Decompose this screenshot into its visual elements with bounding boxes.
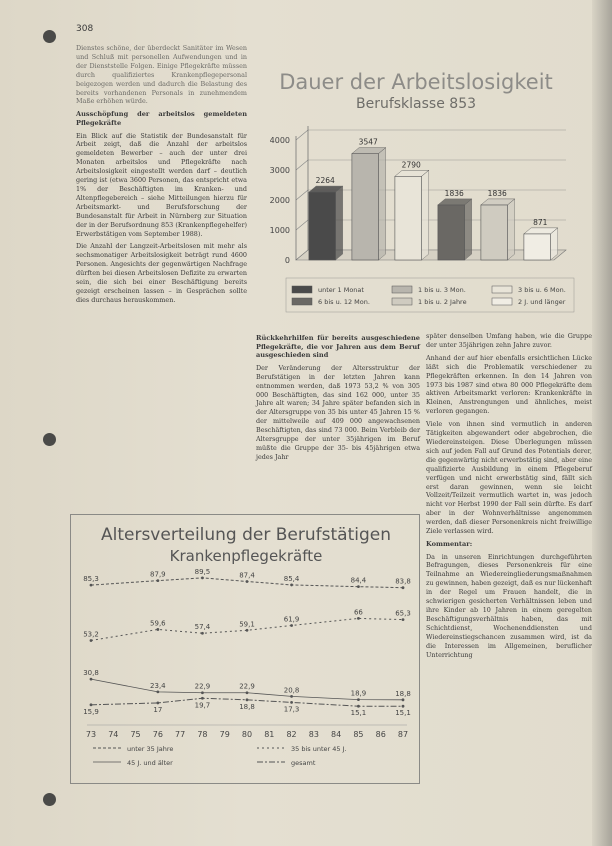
data-label: 18,8 [395, 689, 411, 698]
bar [524, 234, 551, 260]
y-tick-label: 1000 [269, 226, 290, 235]
data-point [90, 584, 93, 587]
text-column-right [426, 332, 592, 663]
data-label: 84,4 [350, 576, 367, 585]
data-point [90, 678, 93, 681]
legend-swatch [392, 286, 412, 293]
section-heading: Kommentar: [426, 539, 473, 548]
legend-swatch [292, 298, 312, 305]
data-point [246, 691, 249, 694]
chart1-plot [256, 64, 576, 324]
x-tick-label: 87 [397, 730, 409, 739]
data-point [156, 579, 159, 582]
data-label: 85,3 [83, 575, 99, 584]
text-column-left [76, 44, 247, 309]
data-label: 17 [153, 705, 163, 714]
gridline [296, 160, 308, 170]
bar [309, 192, 336, 260]
data-label: 89,5 [194, 567, 211, 576]
legend-label: unter 1 Monat [318, 286, 364, 294]
legend-label: 35 bis unter 45 J. [291, 745, 347, 753]
legend-label: 6 bis u. 12 Mon. [318, 298, 370, 306]
chart-title: Dauer der Arbeitslosigkeit [279, 70, 553, 94]
gridline [296, 220, 308, 230]
data-point [290, 695, 293, 698]
text-column-middle [256, 332, 420, 466]
data-point [402, 586, 405, 589]
binder-hole [43, 30, 56, 43]
data-label: 22,9 [239, 682, 255, 691]
data-point [201, 691, 204, 694]
legend-swatch [492, 298, 512, 305]
data-label: 23,4 [150, 681, 166, 690]
y-tick-label: 2000 [269, 196, 290, 205]
data-label: 30,8 [83, 669, 99, 678]
bar-side [336, 186, 343, 260]
data-point [357, 617, 360, 620]
data-label: 1836 [444, 188, 464, 198]
paragraph: Die Anzahl der Langzeit-Arbeitslosen mit mehr als sechsmonatiger Arbeitslosigkeit beträgt rund 4600 Personen. Angesichts der gegenwärtigen Nachfrage dürften bei diesen Arbeitslosen Defizite zu erwarten sein, die sich bei einer Beschäftigung bereits gezeigt erscheinen lassen – in Gesprächen sollte dies durchaus herauskommen. [76, 242, 247, 304]
data-label: 3547 [358, 137, 378, 147]
age-distribution-chart [70, 514, 420, 784]
binder-hole [43, 433, 56, 446]
x-tick-label: 86 [375, 730, 386, 739]
data-point [156, 690, 159, 693]
data-label: 87,4 [239, 571, 255, 580]
x-tick-label: 83 [308, 730, 319, 739]
data-point [357, 585, 360, 588]
x-tick-label: 82 [286, 730, 297, 739]
data-label: 66 [353, 608, 363, 617]
x-tick-label: 75 [130, 730, 141, 739]
bar-side [465, 199, 472, 260]
legend-label: 1 bis u. 3 Mon. [418, 286, 466, 294]
legend-label: unter 35 Jahre [127, 745, 174, 753]
legend-swatch [292, 286, 312, 293]
data-point [156, 628, 159, 631]
data-point [201, 632, 204, 635]
data-point [201, 697, 204, 700]
x-tick-label: 81 [264, 730, 275, 739]
legend-label: 2 J. und länger [518, 298, 566, 306]
data-label: 59,1 [239, 620, 255, 629]
data-label: 87,9 [150, 570, 166, 579]
bar [395, 176, 422, 260]
data-point [246, 629, 249, 632]
data-label: 15,1 [395, 709, 411, 718]
paragraph: Der Veränderung der Altersstruktur der Berufstätigen in der letzten Jahren kann entnommen werden, daß 1973 53,2 % von 305 000 Beschäftigten, das sind 162 000, unter 35 Jahre alt waren; 34 Jahre später befanden sich in der Altersgruppe von 35 bis unter 45 Jahren 15 % der mittelweile auf 409 000 angewachsenen Beschäftigten, das sind 73 000. Beim Verbleib der Altersgruppe der unter 35jährigen im Beruf müßte die Gruppe der 35- bis 45jährigen etwa jedes Jahr [256, 363, 420, 461]
data-point [246, 580, 249, 583]
data-label: 18,8 [239, 702, 255, 711]
data-point [90, 639, 93, 642]
data-label: 2790 [401, 160, 421, 170]
x-tick-label: 76 [152, 730, 163, 739]
paragraph: später denselben Umfang haben, wie die Gruppe der unter 35jährigen zehn Jahre zuvor. [426, 332, 592, 349]
y-tick-label: 3000 [269, 166, 290, 175]
data-point [402, 698, 405, 701]
y-tick-label: 0 [284, 256, 290, 265]
chart-subtitle: Krankenpflegekräfte [169, 547, 323, 565]
legend-label: gesamt [291, 759, 316, 767]
data-point [357, 698, 360, 701]
data-label: 65,3 [395, 609, 411, 618]
chart2-plot [71, 515, 421, 785]
x-tick-label: 79 [219, 730, 230, 739]
data-label: 20,8 [283, 686, 300, 695]
legend-swatch [392, 298, 412, 305]
bar [352, 154, 379, 260]
bar-side [508, 199, 515, 260]
legend-box [286, 278, 574, 312]
paragraph: Dienstes schöne, der überdeckt Sanitäter im Wesen und Schluß mit personellen Aufwendungen und in der Dienststelle Folgen. Einige Pflegekräfte müssen durch qualifiziertes Krankenpflegepersonal beigezogen werden und dadurch die Belastung des bereits vorhandenen Personals in zunehmendem Maße erhöhen würde. [76, 44, 247, 106]
data-label: 61,9 [283, 615, 300, 624]
data-point [290, 624, 293, 627]
x-tick-label: 78 [197, 730, 208, 739]
bar [438, 205, 465, 260]
data-label: 59,6 [150, 619, 166, 628]
data-label: 871 [533, 217, 548, 227]
data-label: 15,1 [350, 709, 367, 718]
data-label: 22,9 [194, 682, 211, 691]
x-tick-label: 84 [331, 730, 342, 739]
data-label: 83,8 [395, 577, 411, 586]
section-heading: Rückkehrhilfen für bereits ausgeschiedene Pflegekräfte, die vor Jahren aus dem Beruf ausgeschieden sind [256, 334, 420, 360]
section-heading: Ausschöpfung der arbeitslos gemeldeten Pflegekräfte [76, 110, 247, 127]
data-point [402, 705, 405, 708]
data-label: 15,9 [83, 707, 99, 716]
x-tick-label: 77 [175, 730, 186, 739]
data-point [290, 584, 293, 587]
page-edge-shadow [592, 0, 612, 846]
data-point [201, 576, 204, 579]
x-tick-label: 80 [241, 730, 253, 739]
chart-title: Altersverteilung der Berufstätigen [100, 525, 391, 545]
duration-chart [256, 64, 576, 324]
data-label: 85,4 [283, 574, 300, 583]
data-label: 53,2 [83, 630, 99, 639]
chart-subtitle: Berufsklasse 853 [355, 96, 477, 112]
data-label: 19,7 [194, 701, 211, 710]
paragraph: Viele von ihnen sind vermutlich in anderen Tätigkeiten abgewandert oder abgebrochen, die Wiedereinsteigen. Diese Überlegungen müssen sich auf jeden Fall auf Grund des Potentials derer, die gegenwärtig nicht erwerbstätig sind, aber eine qualifizierte Ausbildung in einem Pflegeberuf verfügen und nicht erwerbstätig sind, fällt sich erst daran gewinnen, wenn sie leicht Vollzeit/Teilzeit vermutlich wartet in, was jedoch nicht vor Herbst 1990 der Fall sein dürfte. Es darf aber in der Wohnverhältnisse angenommen werden, daß dieser Personenkreis nicht freiwillige Ziele verlassen wird. [426, 420, 592, 536]
data-label: 57,4 [194, 623, 211, 632]
data-point [246, 698, 249, 701]
data-label: 2264 [315, 176, 335, 186]
data-point [402, 618, 405, 621]
page-number: 308 [76, 24, 94, 34]
data-point [156, 702, 159, 705]
data-point [357, 705, 360, 708]
binder-hole [43, 793, 56, 806]
legend-label: 1 bis u. 2 Jahre [418, 298, 467, 306]
data-point [290, 701, 293, 704]
legend-label: 45 J. und älter [127, 759, 173, 767]
bar-side [422, 170, 429, 260]
legend-swatch [492, 286, 512, 293]
legend-label: 3 bis u. 6 Mon. [518, 286, 566, 294]
bar [481, 205, 508, 260]
data-label: 18,9 [350, 689, 367, 698]
bar-side [551, 228, 558, 260]
y-tick-label: 4000 [269, 136, 290, 145]
gridline [296, 130, 308, 140]
data-point [90, 703, 93, 706]
paragraph: Da in unseren Einrichtungen durchgeführten Befragungen, dieses Personenkreis für eine Teilnahme an Wiedereingliederungsmaßnahmen zu gewinnen, haben gezeigt, daß es nur lückenhaft in der Regel um Frauen handelt, die in schwierigen gesicherten Verhältnissen leben und ihre Kinder ab 10 Jahren in einem geregelten Beschäftigungsverhältnis haben, das mit Schichtdienst, Wochenenddiensten und Wiedereinstiegschancen zusammen wird, ist da die Interessen im Allgemeinen, beruflicher Unterrichtung [426, 552, 592, 659]
bar-side [379, 148, 386, 260]
gridline [296, 190, 308, 200]
data-label: 1836 [487, 188, 507, 198]
paragraph: Anhand der auf hier ebenfalls ersichtlichen Lücke läßt sich die Problematik verschiedener zu Pflegekräften erkennen. In den 14 Jahren von 1973 bis 1987 sind etwa 80 000 Pflegekräfte dem aktiven Arbeitsmarkt verloren: Krankenkräfte in Kleinen, Anstrengungen und ähnliches, meist verloren gegangen. [426, 353, 592, 416]
data-label: 17,3 [283, 705, 300, 714]
x-tick-label: 73 [85, 730, 97, 739]
paragraph: Ein Blick auf die Statistik der Bundesanstalt für Arbeit zeigt, daß die Anzahl der arbeitslos gemeldeten Bewerber – auch der unter drei Monaten arbeitslos und Pflegekräfte nach Arbeitslosigkeit eingestellt werden darf – deutlich gering ist (etwa 3600 Personen, das entspricht etwa 1% der Beschäftigten im Kranken- und Altenpflegebereich – siehe Mitteilungen hierzu für Arbeitsmarkt- und Berufsforschung der Bundesanstalt für Arbeit in Nürnberg zur Situation der in der Berufsordnung 853 (Krankenpflegehelfer) Erwerbstätigen vom September 1988). [76, 131, 247, 238]
x-tick-label: 85 [353, 730, 364, 739]
x-tick-label: 74 [108, 730, 119, 739]
